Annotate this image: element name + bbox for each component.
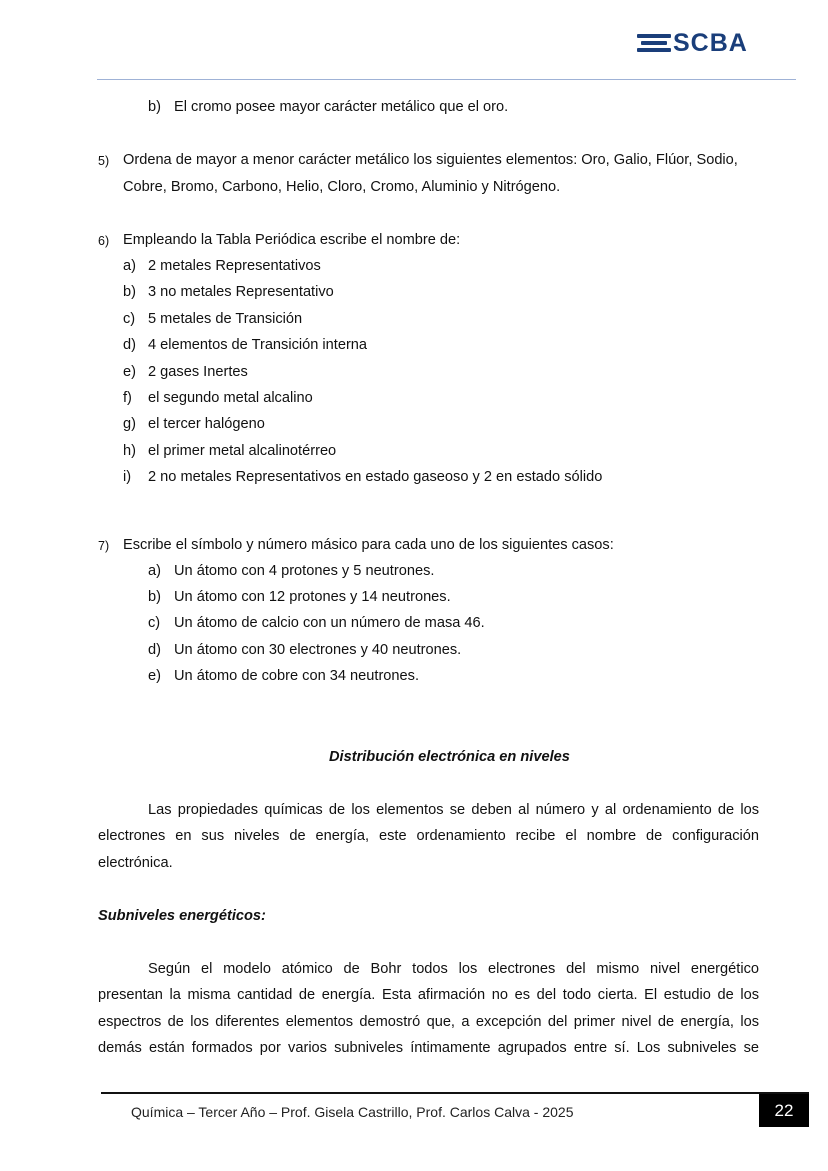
- logo-text: SCBA: [673, 29, 748, 57]
- paragraph-line: electrones en sus niveles de energía, este ordenamiento recibe el nombre de configuración: [98, 828, 759, 844]
- list-item: el segundo metal alcalino: [148, 390, 313, 406]
- paragraph-line: Las propiedades químicas de los elementos se deben al número y al ordenamiento de los: [148, 802, 759, 818]
- list-item: Un átomo de calcio con un número de masa 46.: [174, 615, 485, 631]
- list-item: Un átomo con 4 protones y 5 neutrones.: [174, 563, 435, 579]
- list-item: 4 elementos de Transición interna: [148, 337, 368, 353]
- paragraph-line: Según el modelo atómico de Bohr todos los electrones del mismo nivel energético: [148, 961, 759, 977]
- list-item: 2 no metales Representativos en estado gaseoso y 2 en estado sólido: [148, 469, 603, 485]
- paragraph-line: espectros de los diferentes elementos demostró que, a excepción del primer nivel de energía, los: [98, 1014, 759, 1030]
- list-item-label: e): [123, 364, 136, 380]
- footer-text: Química – Tercer Año – Prof. Gisela Castrillo, Prof. Carlos Calva - 2025: [131, 1104, 574, 1120]
- list-item-label: d): [148, 642, 161, 658]
- list-item-label: g): [123, 416, 136, 432]
- list-item: 3 no metales Representativo: [148, 284, 334, 300]
- page-number: 22: [759, 1094, 809, 1127]
- list-item-label: h): [123, 443, 136, 459]
- question-number: 7): [98, 539, 110, 553]
- subheading: Subniveles energéticos:: [98, 908, 266, 924]
- list-item-label: a): [123, 258, 136, 274]
- list-item-label: a): [148, 563, 161, 579]
- list-item: 2 metales Representativos: [148, 258, 321, 274]
- question-text: Empleando la Tabla Periódica escribe el nombre de:: [123, 232, 461, 248]
- list-item-label: e): [148, 668, 161, 684]
- list-item-label: d): [123, 337, 136, 353]
- list-item: Un átomo con 12 protones y 14 neutrones.: [174, 589, 451, 605]
- list-item-label: b): [148, 589, 161, 605]
- list-item-label: c): [148, 615, 161, 631]
- question-text: Ordena de mayor a menor carácter metálico los siguientes elementos: Oro, Galio, Flúor, Sodio,: [123, 152, 738, 168]
- list-item: 5 metales de Transición: [148, 311, 303, 327]
- list-item: el tercer halógeno: [148, 416, 265, 432]
- list-item: Un átomo con 30 electrones y 40 neutrones.: [174, 642, 462, 658]
- paragraph-line: presentan la misma cantidad de energía. Esta afirmación no es del todo cierta. El estudio de los: [98, 987, 759, 1003]
- list-item-label: b): [123, 284, 136, 300]
- escba-logo: [637, 30, 748, 56]
- list-item-label: c): [123, 311, 136, 327]
- logo-e-mark-icon: [637, 32, 671, 54]
- paragraph-line: demás están formados por varios subniveles íntimamente agrupados entre sí. Los subniveles se: [98, 1040, 759, 1056]
- header-divider: [97, 79, 796, 80]
- item-label: b): [148, 99, 161, 115]
- list-item-label: f): [123, 390, 132, 406]
- section-title: Distribución electrónica en niveles: [329, 749, 570, 765]
- item-text: El cromo posee mayor carácter metálico que el oro.: [174, 99, 509, 115]
- list-item: el primer metal alcalinotérreo: [148, 443, 337, 459]
- question-text: Escribe el símbolo y número másico para cada uno de los siguientes casos:: [123, 537, 614, 553]
- paragraph-line: electrónica.: [98, 855, 173, 871]
- list-item-label: i): [123, 469, 132, 485]
- question-number: 5): [98, 154, 110, 168]
- question-number: 6): [98, 234, 110, 248]
- list-item: Un átomo de cobre con 34 neutrones.: [174, 668, 420, 684]
- question-text: Cobre, Bromo, Carbono, Helio, Cloro, Cromo, Aluminio y Nitrógeno.: [123, 179, 561, 195]
- footer-divider: [101, 1092, 809, 1094]
- list-item: 2 gases Inertes: [148, 364, 248, 380]
